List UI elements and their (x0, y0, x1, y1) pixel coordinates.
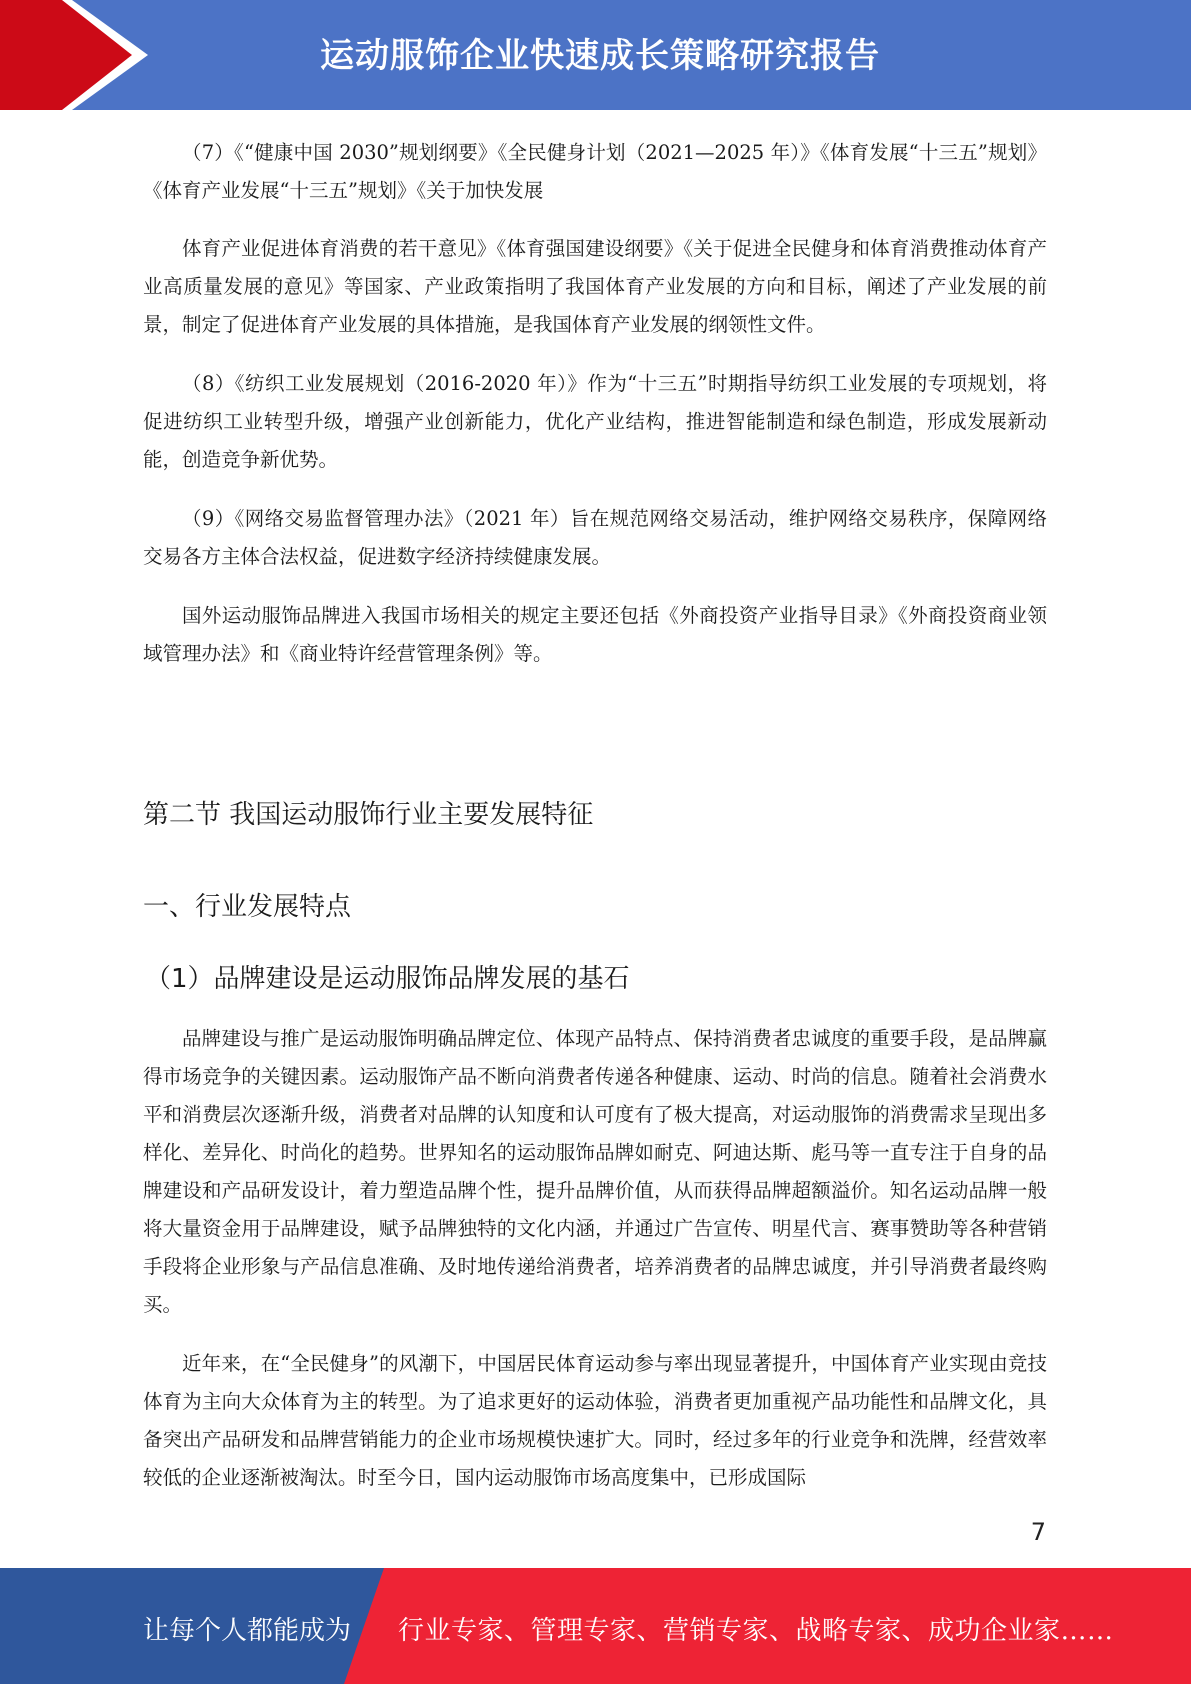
report-title: 运动服饰企业快速成长策略研究报告 (320, 36, 880, 76)
lower-body (143, 1020, 1047, 1518)
page-number: 7 (1030, 1518, 1046, 1546)
subsubheading: （1）品牌建设是运动服饰品牌发展的基石 (145, 964, 630, 994)
section-heading: 第二节 我国运动服饰行业主要发展特征 (143, 800, 594, 830)
footer-slogan-right: 行业专家、管理专家、营销专家、战略专家、成功企业家…… (398, 1616, 1114, 1646)
paragraph-foreign-brands: 国外运动服饰品牌进入我国市场相关的规定主要还包括《外商投资产业指导目录》《外商投资商业领域管理办法》和《商业特许经营管理条例》等。 (143, 604, 1047, 665)
paragraph-7: （7）《“健康中国 2030”规划纲要》《全民健身计划（2021—2025 年）》《体育发展“十三五”规划》《体育产业发展“十三五”规划》《关于加快发展 (143, 141, 1047, 202)
paragraph-9: （9）《网络交易监督管理办法》（2021 年）旨在规范网络交易活动，维护网络交易秩序，保障网络交易各方主体合法权益，促进数字经济持续健康发展。 (143, 507, 1047, 568)
footer-banner (0, 1568, 1191, 1684)
paragraph-8: （8）《纺织工业发展规划（2016-2020 年）》作为“十三五”时期指导纺织工业发展的专项规划，将促进纺织工业转型升级，增强产业创新能力，优化产业结构，推进智能制造和绿色制造，形成发展新动能，创造竞争新优势。 (143, 372, 1047, 471)
subheading: 一、行业发展特点 (143, 892, 352, 922)
page-content (143, 134, 1047, 1489)
footer-slogan-left: 让每个人都能成为 (143, 1616, 352, 1646)
header-banner (0, 0, 1191, 110)
paragraph-brand-building: 品牌建设与推广是运动服饰明确品牌定位、体现产品特点、保持消费者忠诚度的重要手段，是品牌赢得市场竞争的关键因素。运动服饰产品不断向消费者传递各种健康、运动、时尚的信息。随着社会消费水平和消费层次逐渐升级，消费者对品牌的认知度和认可度有了极大提高，对运动服饰的消费需求呈现出多样化、差异化、时尚化的趋势。世界知名的运动服饰品牌如耐克、阿迪达斯、彪马等一直专注于自身的品牌建设和产品研发设计，着力塑造品牌个性，提升品牌价值，从而获得品牌超额溢价。知名运动品牌一般将大量资金用于品牌建设，赋予品牌独特的文化内涵，并通过广告宣传、明星代言、赛事赞助等各种营销手段将企业形象与产品信息准确、及时地传递给消费者，培养消费者的品牌忠诚度，并引导消费者最终购买。 (143, 1027, 1047, 1316)
paragraph-recent-years: 近年来，在“全民健身”的风潮下，中国居民体育运动参与率出现显著提升，中国体育产业实现由竞技体育为主向大众体育为主的转型。为了追求更好的运动体验，消费者更加重视产品功能性和品牌文化，具备突出产品研发和品牌营销能力的企业市场规模快速扩大。同时，经过多年的行业竞争和洗牌，经营效率较低的企业逐渐被淘汰。时至今日，国内运动服饰市场高度集中，已形成国际 (143, 1352, 1047, 1489)
paragraph-sports-policy: 体育产业促进体育消费的若干意见》《体育强国建设纲要》《关于促进全民健身和体育消费推动体育产业高质量发展的意见》等国家、产业政策指明了我国体育产业发展的方向和目标，阐述了产业发展的前景，制定了促进体育产业发展的具体措施，是我国体育产业发展的纲领性文件。 (143, 237, 1047, 336)
red-arrow-decoration (0, 0, 150, 110)
